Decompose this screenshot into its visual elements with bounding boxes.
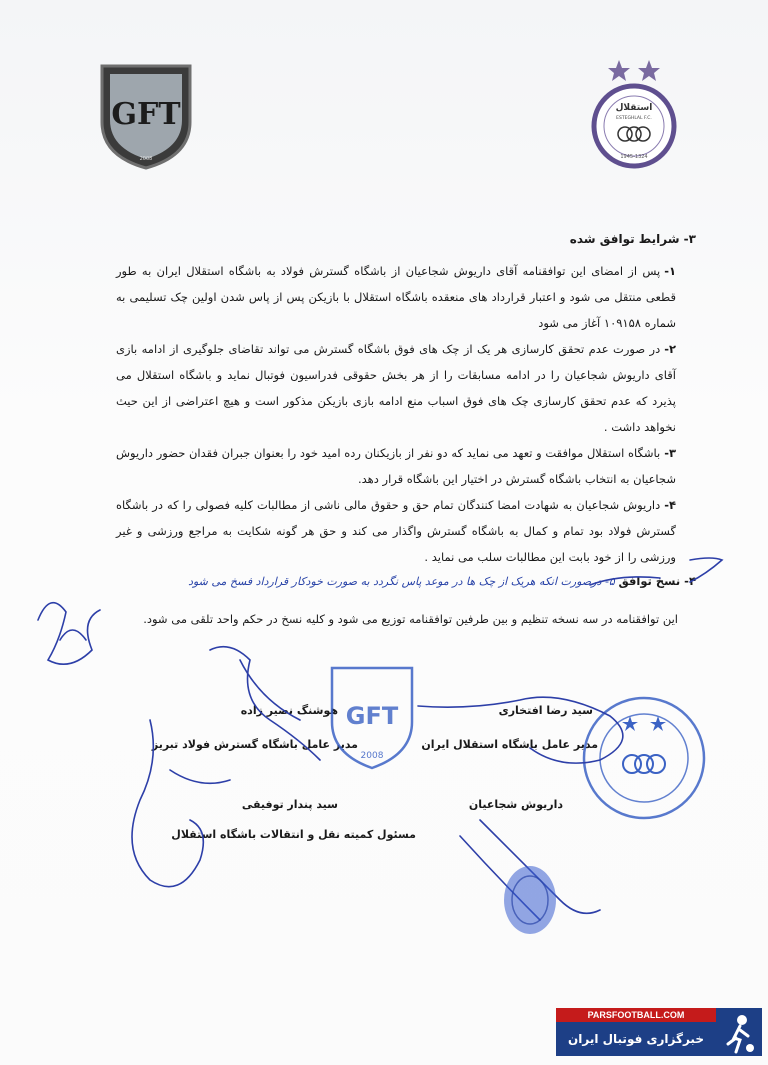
esteghlal-stamp: [578, 692, 710, 824]
signatory-4-title: مسئول کمیته نقل و انتقالات باشگاه استقلال: [171, 828, 416, 841]
football-player-icon: [716, 1008, 762, 1056]
clause-1: ۱-پس از امضای این توافقنامه آقای داریوش شجاعیان از باشگاه گسترش فولاد به باشگاه استقلال ایران به طور قطعی منتقل می شود و اعتبار قرارداد های منعقده باشگاه استقلال با بازیکن پس از پاس شدن اولین چک تسلیمی به شماره ۱۰۹۱۵۸ آغاز می شود: [116, 264, 676, 330]
signatory-1-title: مدیر عامل باشگاه استقلال ایران: [421, 738, 598, 751]
clause-4: ۴-داریوش شجاعیان به شهادت امضا کنندگان تمام حق و حقوق مالی ناشی از مطالبات کلیه فصولی را که در باشگاه گسترش فولاد بود تمام و کمال به باشگاه گسترش واگذار می کند و حق هر گونه شکایت به مراجع ورزشی و غیر ورزشی را از خود بابت این مطالبات سلب می نماید .: [116, 498, 676, 564]
clause-copies-label: ۴- نسخ توافق ۵- درصورت انکه هریک از چک ها در موعد پاس نگردد به صورت خودکار قرارداد فسخ می شود: [188, 574, 696, 588]
clause-3: ۳-باشگاه استقلال موافقت و تعهد می نماید که دو نفر از بازیکنان رده امید خود را بعنوان جبران فقدان حضور داریوش شجاعیان به انتخاب باشگاه گسترش در اختیار این باشگاه قرار دهد.: [116, 446, 676, 486]
watermark-label: خبرگزاری فوتبال ایران: [556, 1022, 716, 1056]
svg-text:ESTEGHLAL F.C.: ESTEGHLAL F.C.: [616, 116, 652, 121]
logo-name-fa: استقلال: [615, 103, 653, 113]
gft-stamp: [326, 662, 418, 772]
clause-2: ۲-در صورت عدم تحقق کارسازی هر یک از چک های فوق باشگاه گسترش می تواند تقاضای جلوگیری از ادامه بازی آقای داریوش شجاعیان را در ادامه مسابقات را از هر بخش حقوقی فدراسیون فوتبال نماید و باشگاه استقلال می پذیرد که عدم تحقق کارسازی چک های فوق اسباب منع ادامه بازی بازیکن مذکور است و هیچ اعتراضی از این حیث نخواهد داشت .: [116, 342, 676, 434]
signatory-2-name: هوشنگ نصیر زاده: [240, 704, 338, 717]
signatory-3-name: داریوش شجاعیان: [468, 798, 563, 811]
section-title: ۳- شرایط توافق شده: [569, 232, 696, 246]
parsfootball-watermark: [556, 1008, 716, 1056]
logo-monogram: GFT: [111, 97, 181, 132]
signatory-2-title: مدیر عامل باشگاه گسترش فولاد تبریز: [151, 738, 358, 751]
svg-text:2008: 2008: [360, 751, 384, 761]
svg-text:GFT: GFT: [345, 702, 399, 730]
esteghlal-logo: [589, 54, 679, 174]
watermark-domain: PARSFOOTBALL.COM: [556, 1008, 716, 1022]
clause-copies-text: این توافقنامه در سه نسخه تنظیم و بین طرفین توافقنامه توزیع می شود و کلیه نسخ در حکم واحد تلقی می شود.: [143, 612, 678, 626]
handwritten-note: ۵- درصورت انکه هریک از چک ها در موعد پاس نگردد به صورت خودکار قرارداد فسخ می شود: [188, 575, 615, 588]
gostaresh-foulad-logo: [94, 58, 198, 174]
svg-text:2008: 2008: [139, 156, 153, 162]
svg-text:1945-1324: 1945-1324: [620, 154, 648, 160]
signatory-1-name: سید رضا افتخاری: [498, 704, 593, 717]
signatory-4-name: سید پندار توفیقی: [241, 798, 338, 811]
